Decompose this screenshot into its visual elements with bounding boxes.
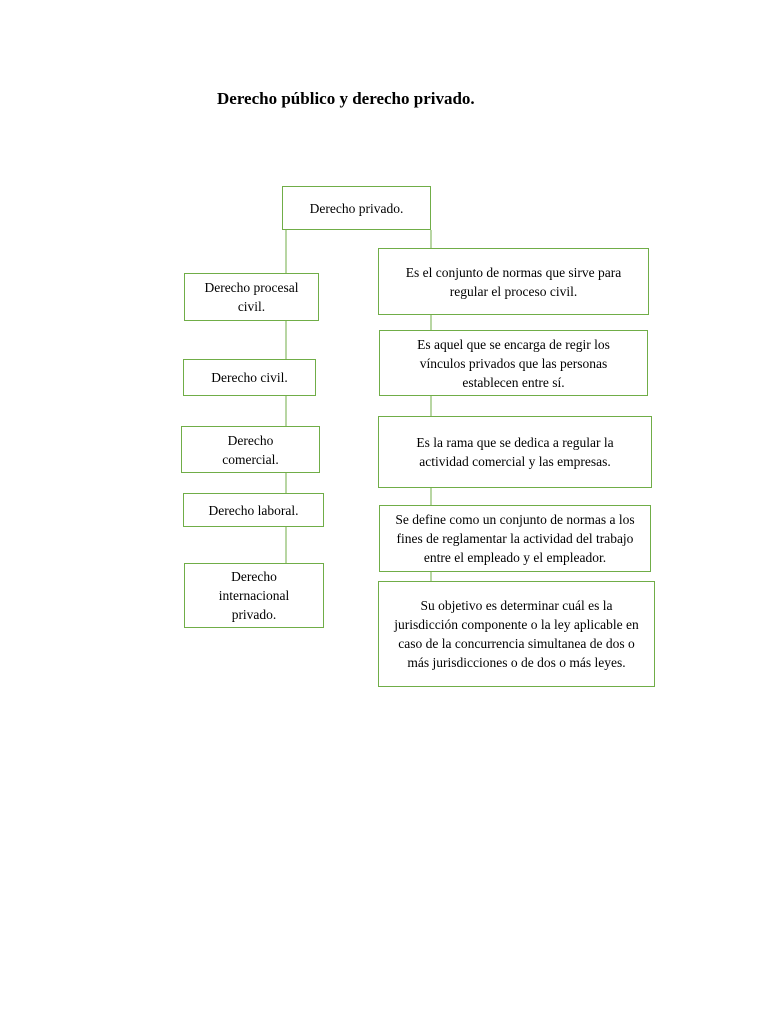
definition-text: Su objetivo es determinar cuál es la jurisdicción componente o la ley aplicable en caso de la concurrencia simultanea de dos o más jurisdicciones o de dos o más leyes. (394, 598, 639, 670)
definition-internacional-privado (378, 581, 655, 687)
definition-civil (379, 330, 648, 396)
root-node (282, 186, 431, 230)
definition-text: Es el conjunto de normas que sirve para regular el proceso civil. (405, 264, 622, 299)
page-title: Derecho público y derecho privado. (217, 89, 475, 108)
node-derecho-laboral (183, 493, 324, 527)
node-derecho-internacional-privado (184, 563, 324, 628)
node-label: Derecho procesal civil. (204, 280, 299, 314)
node-label: Derecho internacional privado. (218, 569, 290, 622)
node-label: Derecho laboral. (208, 502, 299, 518)
root-node-label: Derecho privado. (309, 200, 404, 216)
definition-procesal-civil (378, 248, 649, 315)
node-label: Derecho comercial. (222, 432, 279, 467)
definition-text: Se define como un conjunto de normas a los fines de reglamentar la actividad del trabajo entre el empleado y el empleador. (395, 512, 635, 565)
definition-text: Es la rama que se dedica a regular la actividad comercial y las empresas. (416, 435, 614, 469)
definition-laboral (379, 505, 651, 572)
definition-text: Es aquel que se encarga de regir los vínculos privados que las personas establecen entre sí. (417, 336, 610, 390)
node-derecho-procesal-civil (184, 273, 319, 321)
node-derecho-comercial (181, 426, 320, 473)
definition-comercial (378, 416, 652, 488)
node-derecho-civil (183, 359, 316, 396)
node-label: Derecho civil. (211, 370, 288, 385)
